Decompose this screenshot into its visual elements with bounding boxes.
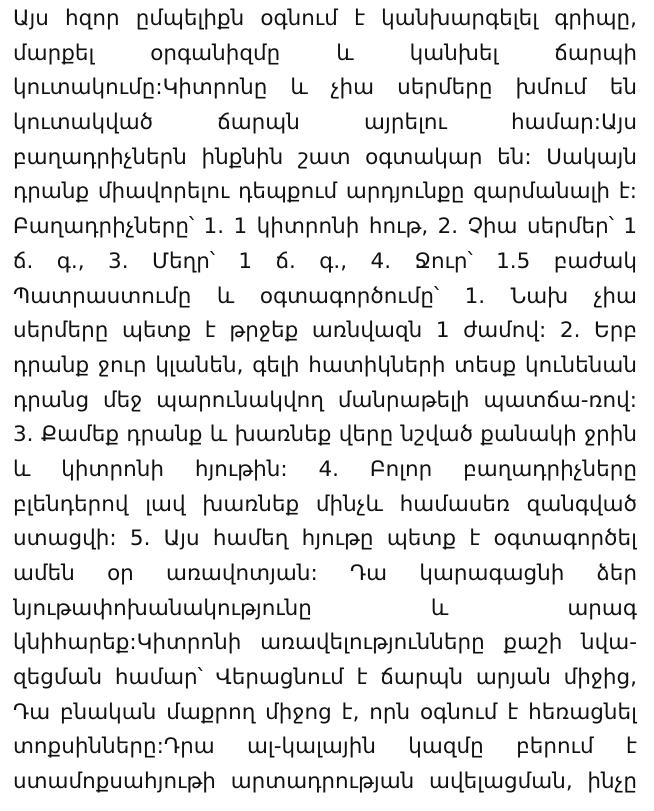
text-line: նյութափոխանակությունը և արագ xyxy=(13,595,637,621)
text-line: Բաղադրիչները՝ 1. 1 կիտրոնի հութ, 2. Չիա սերմեր՝ 1 xyxy=(13,214,637,240)
text-line: դրանք միավորելու դեպքում արդյունքը զարմանալի է: xyxy=(13,179,637,205)
text-line: կուտակումը:Կիտրոնը և չիա սերմերը խմում են xyxy=(13,75,637,101)
text-line: Այս հզոր ըմպելիքն օգնում է կանխարգելել գրիպը, xyxy=(13,6,637,31)
text-line: Պատրաստումը և օգտագործումը՝ 1. Նախ չիա xyxy=(13,283,637,309)
text-line: բաղադրիչներն ինքնին շատ օգտակար են: Սակայն xyxy=(13,144,637,170)
text-line: զեցման համար՝ Վերացնում է ճարպն արյան միջից, xyxy=(13,665,637,691)
text-line: ստամոքսահյութի արտադրության ավելացման, ինչը xyxy=(13,769,637,795)
text-line: ստացվի: 5. Այս համեղ հյութը պետք է օգտագործել xyxy=(13,526,637,552)
text-line: բլենդերով լավ խառնեք մինչև համասեռ զանգված xyxy=(13,491,637,517)
text-line: և կիտրոնի հյութին: 4. Բոլոր բաղադրիչները xyxy=(13,456,637,482)
text-line: Դա բնական մաքրող միջոց է, որն օգնում է հեռացնել xyxy=(13,699,637,725)
text-line: 3. Քամեք դրանք և խառնեք վերը նշված քանակի ջրին xyxy=(13,422,637,448)
text-line: դրանց մեջ պարունակվող մանրաթելի պատճա-ռով: xyxy=(13,387,637,413)
text-line: տոքսինները:Դրա ալ-կալային կազմը բերում է xyxy=(13,734,637,760)
text-line: կուտակված ճարպն այրելու համար:Այս xyxy=(13,110,637,136)
text-line: ամեն օր առավոտյան: Դա կարագացնի ձեր xyxy=(13,561,637,586)
text-line: ճ. գ., 3. Մեղր՝ 1 ճ. գ., 4. Ջուր՝ 1.5 բաժակ xyxy=(13,248,637,274)
text-line: մարքել օրգանիզմը և կանխել ճարպի xyxy=(13,40,637,66)
text-line: սերմերը պետք է թրջեք առնվազն 1 ժամով: 2. Երբ xyxy=(13,318,637,344)
text-line: դրանք ջուր կլանեն, գելի հատիկների տեսք կունենան xyxy=(13,352,637,378)
article-body xyxy=(13,2,637,800)
text-line: կնիհարեք:Կիտրոնի առավելությունները քաշի նվա- xyxy=(13,630,637,656)
